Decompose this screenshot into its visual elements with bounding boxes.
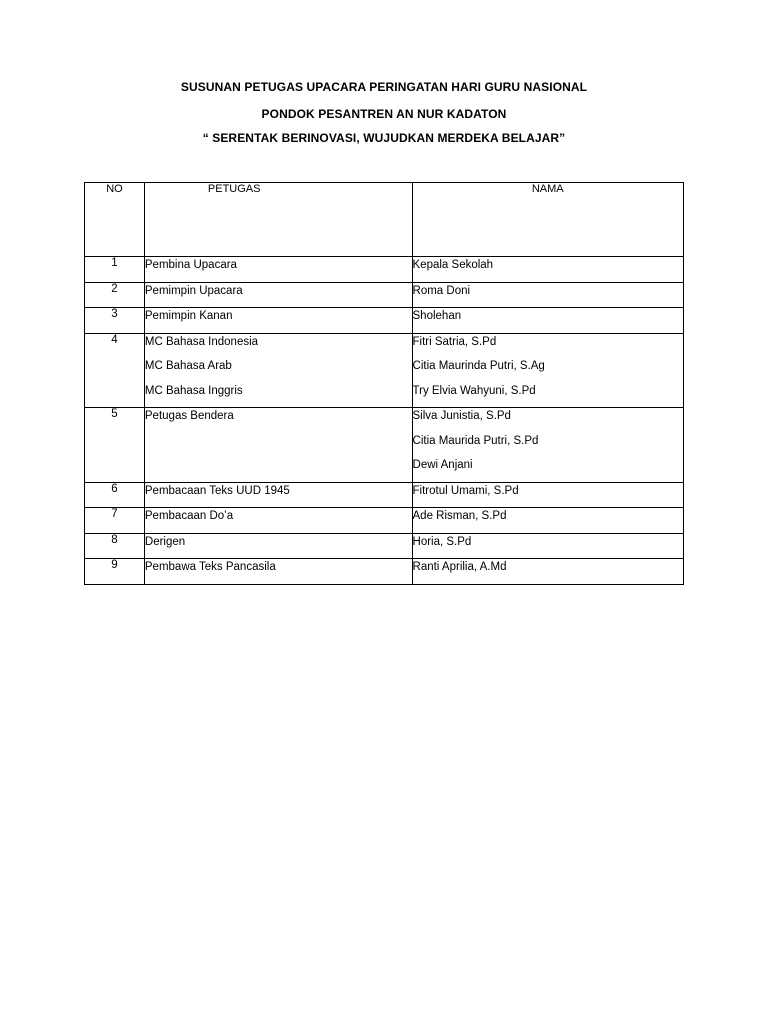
table-row	[85, 308, 684, 334]
name-cell	[412, 282, 683, 308]
table-row	[85, 333, 684, 408]
theme-slogan: “ SERENTAK BERINOVASI, WUJUDKAN MERDEKA BELAJAR”	[202, 131, 566, 145]
person-name: Ranti Aprilia, A.Md	[412, 561, 507, 573]
institution-name: PONDOK PESANTREN AN NUR KADATON	[261, 107, 507, 121]
table-row	[85, 559, 684, 585]
role-text: MC Bahasa Indonesia	[144, 335, 259, 348]
name-cell	[412, 559, 683, 585]
column-header-no: NO	[85, 183, 145, 257]
name-cell	[412, 508, 683, 534]
role-cell	[144, 533, 412, 559]
row-number: 4	[85, 333, 145, 408]
role-text: Pemimpin Upacara	[144, 284, 243, 297]
person-name: Kepala Sekolah	[412, 259, 494, 271]
role-text: MC Bahasa Inggris	[144, 384, 243, 397]
name-cell	[412, 408, 683, 483]
person-name: Fitri Satria, S.Pd	[412, 335, 497, 348]
person-name: Fitrotul Umami, S.Pd	[412, 484, 519, 497]
person-name: Dewi Anjani	[412, 459, 473, 471]
role-text: Pembacaan Teks UUD 1945	[144, 484, 290, 497]
document-title: SUSUNAN PETUGAS UPACARA PERINGATAN HARI GURU NASIONAL	[180, 80, 588, 94]
person-name: Horia, S.Pd	[412, 535, 472, 548]
row-number: 6	[85, 482, 145, 508]
name-cell	[412, 333, 683, 408]
table-row	[85, 257, 684, 283]
name-cell	[412, 257, 683, 283]
role-cell	[144, 408, 412, 483]
role-cell	[144, 508, 412, 534]
person-name: Citia Maurinda Putri, S.Ag	[412, 360, 545, 372]
role-text: Pembina Upacara	[144, 259, 237, 271]
row-number: 7	[85, 508, 145, 534]
row-number: 1	[85, 257, 145, 283]
role-cell	[144, 333, 412, 408]
role-cell	[144, 559, 412, 585]
person-name: Citia Maurida Putri, S.Pd	[412, 434, 539, 447]
person-name: Try Elvia Wahyuni, S.Pd	[412, 384, 536, 397]
role-text: Derigen	[144, 535, 186, 548]
person-name: Ade Risman, S.Pd	[412, 510, 507, 522]
table-body	[85, 257, 684, 585]
column-header-nama: NAMA	[412, 183, 683, 257]
role-text: Petugas Bendera	[144, 410, 234, 422]
role-text: MC Bahasa Arab	[144, 360, 232, 372]
person-name: Silva Junistia, S.Pd	[412, 410, 511, 422]
row-number: 2	[85, 282, 145, 308]
row-number: 9	[85, 559, 145, 585]
row-number: 8	[85, 533, 145, 559]
role-cell	[144, 482, 412, 508]
officers-table	[84, 182, 684, 585]
row-number: 5	[85, 408, 145, 483]
table-row	[85, 508, 684, 534]
role-text: Pembawa Teks Pancasila	[144, 561, 276, 573]
table-row	[85, 482, 684, 508]
row-number: 3	[85, 308, 145, 334]
role-cell	[144, 257, 412, 283]
person-name: Roma Doni	[412, 284, 471, 297]
name-cell	[412, 533, 683, 559]
name-cell	[412, 308, 683, 334]
name-cell	[412, 482, 683, 508]
table-header-row	[85, 183, 684, 257]
role-text: Pemimpin Kanan	[144, 310, 233, 322]
table-row	[85, 408, 684, 483]
table-row	[85, 282, 684, 308]
table-row	[85, 533, 684, 559]
role-text: Pembacaan Do’a	[144, 510, 234, 522]
role-cell	[144, 308, 412, 334]
role-cell	[144, 282, 412, 308]
person-name: Sholehan	[412, 310, 462, 322]
column-header-petugas: PETUGAS	[144, 183, 412, 257]
